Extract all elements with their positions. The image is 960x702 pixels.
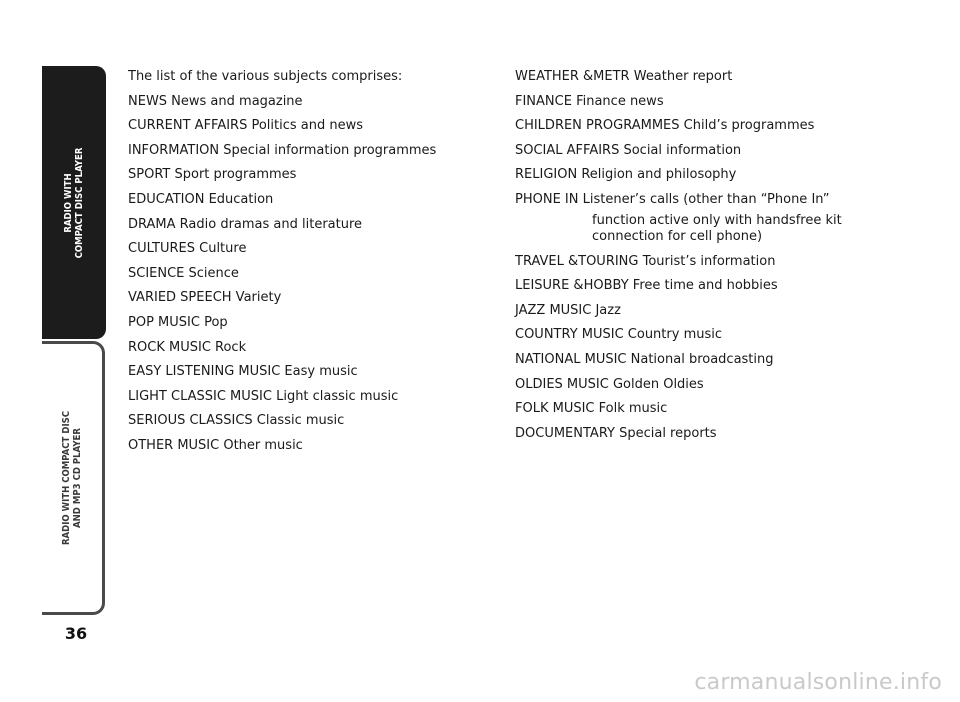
- list-item: CURRENT AFFAIRS Politics and news: [128, 118, 364, 134]
- section-tab-radio-mp3-line2: AND MP3 CD PLAYER: [72, 428, 83, 528]
- list-item: EASY LISTENING MUSIC Easy music: [128, 364, 358, 380]
- list-item: SPORT Sport programmes: [128, 167, 297, 183]
- list-item: OTHER MUSIC Other music: [128, 437, 303, 453]
- section-tab-radio-cd-label: [63, 147, 85, 258]
- list-item: VARIED SPEECH Variety: [128, 290, 282, 306]
- list-item: LEISURE &HOBBY Free time and hobbies: [515, 278, 778, 294]
- subjects-list-left: [128, 65, 483, 459]
- section-tab-radio-cd[interactable]: [42, 66, 106, 339]
- list-item: NATIONAL MUSIC National broadcasting: [515, 351, 774, 367]
- list-item-phone-in: PHONE IN Listener’s calls (other than “Phone In”: [515, 191, 830, 207]
- list-item: DRAMA Radio dramas and literature: [128, 216, 363, 232]
- section-tab-radio-mp3[interactable]: [42, 341, 105, 615]
- section-tab-radio-mp3-label: [61, 411, 83, 545]
- list-item: DOCUMENTARY Special reports: [515, 425, 717, 441]
- list-item: LIGHT CLASSIC MUSIC Light classic music: [128, 388, 399, 404]
- list-item: SCIENCE Science: [128, 265, 239, 281]
- list-item: RELIGION Religion and philosophy: [515, 167, 737, 183]
- list-item: JAZZ MUSIC Jazz: [515, 302, 621, 318]
- site-watermark: carmanualsonline.info: [694, 670, 942, 695]
- list-item: COUNTRY MUSIC Country music: [515, 327, 723, 343]
- list-item: INFORMATION Special information programmes: [128, 142, 437, 158]
- list-item-phone-in-cont-1: function active only with handsfree kit: [592, 212, 842, 228]
- list-item: ROCK MUSIC Rock: [128, 339, 247, 355]
- section-tab-radio-cd-line1: RADIO WITH: [63, 172, 74, 233]
- list-item: CULTURES Culture: [128, 241, 247, 257]
- list-item: FINANCE Finance news: [515, 93, 664, 109]
- list-item: WEATHER &METR Weather report: [515, 69, 733, 84]
- list-item: NEWS News and magazine: [128, 93, 303, 109]
- list-item-phone-in-cont-2: connection for cell phone): [592, 228, 763, 244]
- page-number: 36: [64, 624, 88, 643]
- section-tab-radio-mp3-line1: RADIO WITH COMPACT DISC: [61, 410, 72, 546]
- list-item: OLDIES MUSIC Golden Oldies: [515, 376, 704, 392]
- list-item: SOCIAL AFFAIRS Social information: [515, 142, 742, 158]
- section-tab-radio-cd-line2: COMPACT DISC PLAYER: [74, 147, 85, 258]
- list-item: FOLK MUSIC Folk music: [515, 401, 668, 417]
- list-item: The list of the various subjects comprises:: [128, 69, 403, 84]
- subjects-list-right: [515, 65, 850, 446]
- list-item: TRAVEL &TOURING Tourist’s information: [515, 253, 776, 269]
- list-item: CHILDREN PROGRAMMES Child’s programmes: [515, 118, 815, 134]
- list-item: POP MUSIC Pop: [128, 314, 228, 330]
- list-item: EDUCATION Education: [128, 191, 274, 207]
- list-item: SERIOUS CLASSICS Classic music: [128, 413, 345, 429]
